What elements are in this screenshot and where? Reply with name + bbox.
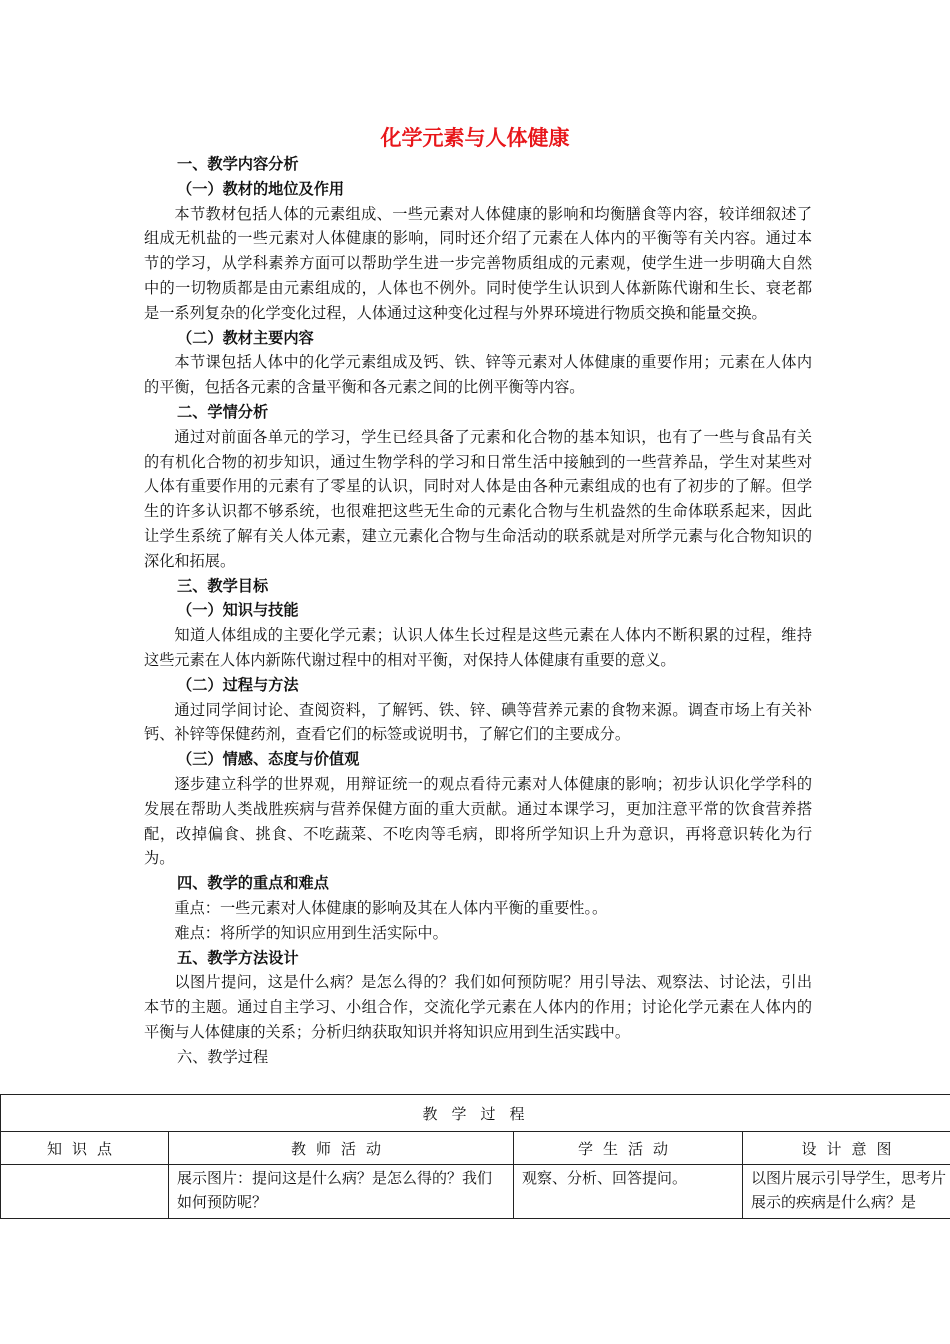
- paragraph: 本节课包括人体中的化学元素组成及钙、铁、锌等元素对人体健康的重要作用；元素在人体内的平衡，包括各元素的含量平衡和各元素之间的比例平衡等内容。: [144, 353, 812, 397]
- subsection-heading: （三）情感、态度与价值观: [177, 750, 360, 769]
- subsection-heading: （二）过程与方法: [177, 675, 299, 694]
- paragraph: 本节教材包括人体的元素组成、一些元素对人体健康的影响和均衡膳食等内容，较详细叙述了组成无机盐的一些元素对人体健康的影响，同时还介绍了元素在人体内的平衡等有关内容。通过本节的学习，从学科素养方面可以帮助学生进一步完善物质组成的元素观，使学生进一步明确大自然中的一切物质都是由元素组成的，人体也不例外。同时使学生认识到人体新陈代谢和生长、衰老都是一系列复杂的化学变化过程，人体通过这种变化过程与外界环境进行物质交换和能量交换。: [144, 204, 812, 322]
- section-heading: 六、教学过程: [177, 1047, 269, 1066]
- column-header: 学生活动: [514, 1132, 743, 1165]
- teaching-process-table: [0, 1094, 950, 1219]
- paragraph: 难点：将所学的知识应用到生活实际中。: [174, 923, 448, 942]
- table-cell-student: 观察、分析、回答提问。: [514, 1165, 743, 1219]
- paragraph: 知道人体组成的主要化学元素；认识人体生长过程是这些元素在人体内不断积累的过程，维持这些元素在人体内新陈代谢过程中的相对平衡，对保持人体健康有重要的意义。: [144, 626, 812, 669]
- column-header: 教师活动: [169, 1132, 514, 1165]
- section-heading: 三、教学目标: [177, 576, 269, 595]
- document-title: 化学元素与人体健康: [380, 125, 570, 150]
- subsection-heading: （一）教材的地位及作用: [177, 179, 345, 198]
- section-heading: 二、学情分析: [177, 402, 269, 421]
- document-body: [144, 152, 812, 1069]
- subsection-heading: （二）教材主要内容: [177, 328, 314, 347]
- paragraph: 以图片提问，这是什么病？是怎么得的？我们如何预防呢？用引导法、观察法、讨论法，引出本节的主题。通过自主学习、小组合作，交流化学元素在人体内的作用；讨论化学元素在人体内的平衡与人体健康的关系；分析归纳获取知识并将知识应用到生活实践中。: [144, 973, 812, 1041]
- section-heading: 五、教学方法设计: [177, 948, 299, 967]
- table-cell-teacher: 展示图片：提问这是什么病？是怎么得的？我们如何预防呢？: [169, 1165, 514, 1219]
- subsection-heading: （一）知识与技能: [177, 601, 299, 620]
- table-header-row: [1, 1132, 950, 1165]
- column-header: 知识点: [1, 1132, 169, 1165]
- column-header: 设计意图: [743, 1132, 950, 1165]
- section-heading: 四、教学的重点和难点: [177, 874, 329, 893]
- table-title: 教学过程: [1, 1095, 950, 1132]
- table-title-row: [1, 1095, 950, 1132]
- table-row: [1, 1165, 950, 1219]
- paragraph: 通过同学间讨论、查阅资料，了解钙、铁、锌、碘等营养元素的食物来源。调查市场上有关补钙、补锌等保健药剂，查看它们的标签或说明书，了解它们的主要成分。: [144, 700, 812, 744]
- table-cell-knowledge: [1, 1165, 169, 1219]
- paragraph: 通过对前面各单元的学习，学生已经具备了元素和化合物的基本知识，也有了一些与食品有关的有机化合物的初步知识，通过生物学科的学习和日常生活中接触到的一些营养品，学生对某些对人体有重要作用的元素有了零星的认识，同时对人体是由各种元素组成的也有了初步的了解。但学生的许多认识都不够系统，也很难把这些无生命的元素化合物与生机盎然的生命体联系起来，因此让学生系统了解有关人体元素，建立元素化合物与生命活动的联系就是对所学元素与化合物知识的深化和拓展。: [144, 427, 812, 570]
- paragraph: 逐步建立科学的世界观，用辩证统一的观点看待元素对人体健康的影响；初步认识化学学科的发展在帮助人类战胜疾病与营养保健方面的重大贡献。通过本课学习，更加注意平常的饮食营养搭配，改掉偏食、挑食、不吃蔬菜、不吃肉等毛病，即将所学知识上升为意识，再将意识转化为行为。: [144, 774, 812, 868]
- paragraph: 重点：一些元素对人体健康的影响及其在人体内平衡的重要性。。: [174, 898, 608, 917]
- section-heading: 一、教学内容分析: [177, 155, 299, 173]
- table-cell-intent: 以图片展示引导学生，思考片展示的疾病是什么病？是: [743, 1165, 950, 1219]
